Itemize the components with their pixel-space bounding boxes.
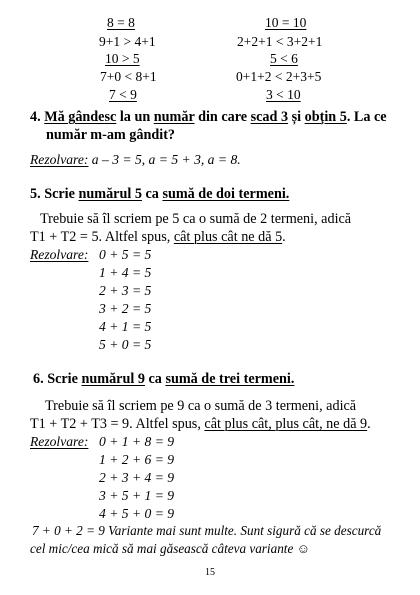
comparison-left-2: 9+1 > 4+1 (99, 34, 156, 49)
exercise-6-paragraph-line1: Trebuie să îl scriem pe 9 ca o sumă de 3 termeni, adică (45, 398, 357, 414)
sum-row: 2 + 3 = 5 (99, 283, 152, 298)
exercise-6-note-line1: 7 + 0 + 2 = 9 Variante mai sunt multe. Sunt sigură că se descurcă (32, 523, 382, 538)
exercise-5-paragraph-line2: T1 + T2 = 5. Altfel spus, cât plus cât ne dă 5. (30, 229, 286, 245)
exercise-6-solution-label: Rezolvare: (30, 434, 89, 449)
exercise-6-paragraph-line2: T1 + T2 + T3 = 9. Altfel spus, cât plus cât, plus cât, ne dă 9. (30, 416, 371, 432)
solution-label: Rezolvare: (30, 152, 89, 167)
sum-row: 3 + 2 = 5 (99, 301, 152, 316)
sum-row: 4 + 5 + 0 = 9 (99, 506, 175, 521)
comparison-left-5: 7 < 9 (109, 87, 137, 102)
exercise-5-solution-label: Rezolvare: (30, 247, 89, 262)
comparison-right-5: 3 < 10 (266, 87, 301, 102)
sum-row: 2 + 3 + 4 = 9 (99, 470, 175, 485)
sum-row: 0 + 5 = 5 (99, 247, 152, 262)
sum-row: 5 + 0 = 5 (99, 337, 152, 352)
exercise-4-title: 4. Mă gândesc la un număr din care scad 3 și obțin 5. La ce (30, 109, 387, 125)
comparison-right-1: 10 = 10 (265, 15, 307, 30)
comparison-left-4: 7+0 < 8+1 (100, 69, 157, 84)
comparison-left-1: 8 = 8 (107, 15, 135, 30)
exercise-6-title: 6. Scrie numărul 9 ca sumă de trei termeni. (33, 371, 295, 387)
sum-row: 1 + 4 = 5 (99, 265, 152, 280)
sum-row: 0 + 1 + 8 = 9 (99, 434, 175, 449)
exercise-5-title: 5. Scrie numărul 5 ca sumă de doi termeni. (30, 186, 290, 202)
sum-row: 4 + 1 = 5 (99, 319, 152, 334)
comparison-left-3: 10 > 5 (105, 51, 140, 66)
sum-row: 1 + 2 + 6 = 9 (99, 452, 175, 467)
sum-row: 3 + 5 + 1 = 9 (99, 488, 175, 503)
comparison-right-2: 2+2+1 < 3+2+1 (237, 34, 323, 49)
exercise-4-solution: Rezolvare: a – 3 = 5, a = 5 + 3, a = 8. (30, 152, 241, 167)
page-number: 15 (205, 567, 215, 578)
comparison-right-3: 5 < 6 (270, 51, 298, 66)
exercise-4-title-line2: număr m-am gândit? (46, 127, 176, 143)
comparison-right-4: 0+1+2 < 2+3+5 (236, 69, 322, 84)
exercise-5-paragraph-line1: Trebuie să îl scriem pe 5 ca o sumă de 2 termeni, adică (40, 211, 352, 227)
exercise-6-note-line2: cel mic/cea mică să mai găsească câteva variante ☺ (30, 541, 311, 556)
